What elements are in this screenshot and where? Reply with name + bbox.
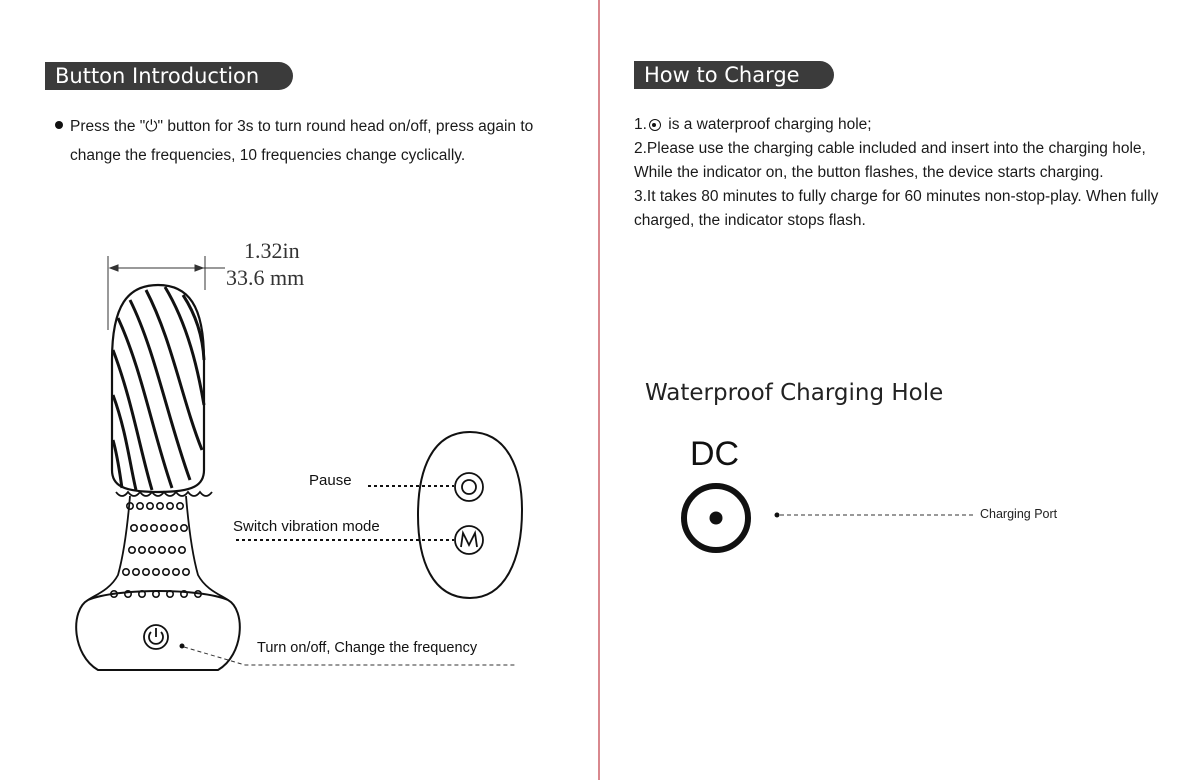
charging-port-icon [684, 486, 748, 550]
step-2: 2.Please use the charging cable included and insert into the charging hole, While the indicator on, the button flashes, the device starts charging. [634, 140, 1146, 181]
how-to-charge-heading: How to Charge [634, 61, 834, 89]
spiral-head [112, 285, 204, 492]
power-button-icon [144, 625, 168, 649]
port-leader-dot [775, 513, 780, 518]
remote-body [418, 432, 522, 598]
step-1: 1. is a waterproof charging hole; [634, 116, 872, 133]
width-inches-label: 1.32in [244, 238, 300, 263]
power-leader-dot [180, 644, 185, 649]
waterproof-hole-title: Waterproof Charging Hole [645, 380, 944, 406]
step-3: 3.It takes 80 minutes to fully charge for 60 minutes non-stop-play. When fully charged, the indicator stops flash. [634, 188, 1159, 229]
width-mm-label: 33.6 mm [226, 265, 305, 290]
charging-steps [634, 113, 1174, 233]
dc-label: DC [690, 435, 740, 473]
charging-hole-icon [649, 119, 661, 131]
power-label: Turn on/off, Change the frequency [257, 640, 478, 656]
pause-button-icon [455, 473, 483, 501]
button-introduction-heading: Button Introduction [45, 62, 293, 90]
button-instructions-text: Press the "⏻" button for 3s to turn round head on/off, press again to change the frequencies, 10 frequencies change cyclically. [70, 118, 534, 164]
device-base [76, 591, 240, 670]
mode-button-icon [455, 526, 483, 554]
switch-mode-label: Switch vibration mode [233, 518, 380, 535]
dimension-arrow-right [195, 265, 203, 271]
charging-port-label: Charging Port [980, 507, 1058, 521]
dimension-arrow-left [110, 265, 118, 271]
pause-label: Pause [309, 472, 352, 489]
